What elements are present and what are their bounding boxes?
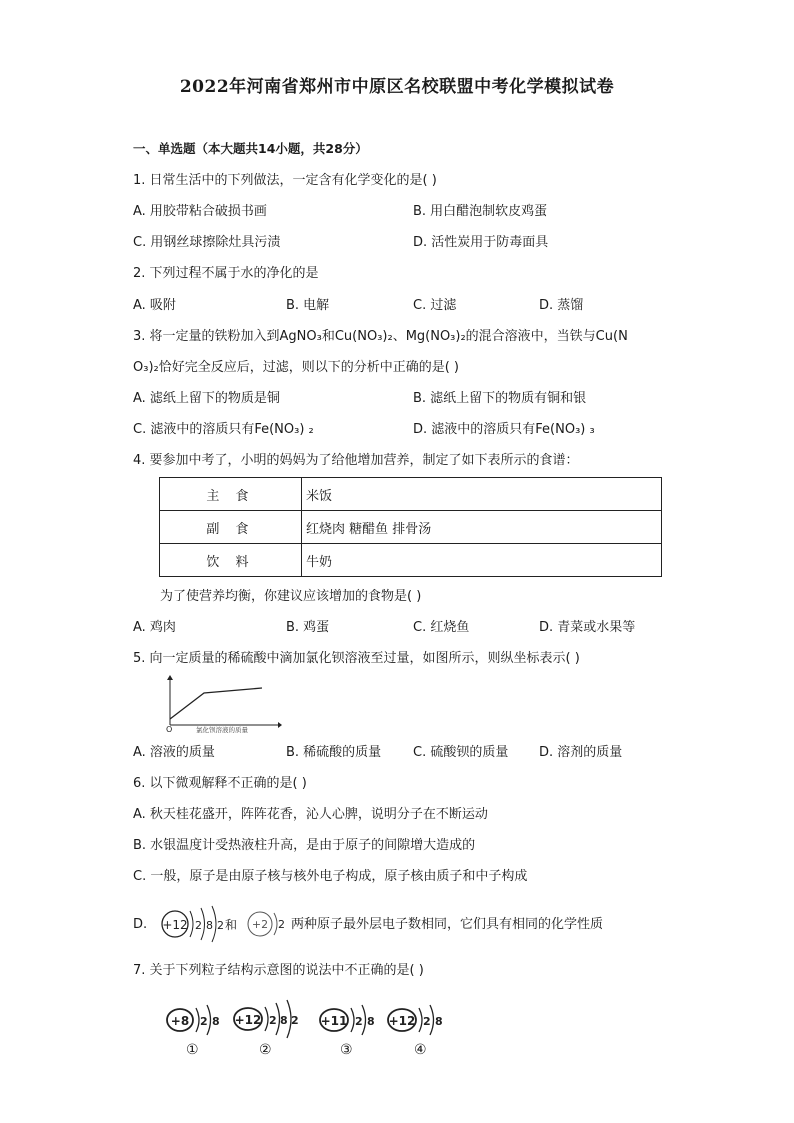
shell-electrons: 8 <box>435 1015 443 1028</box>
shell-arc <box>419 1008 422 1032</box>
nucleus-charge: +12 <box>388 1014 416 1028</box>
q4-option-a: A. 鸡肉 <box>133 620 176 635</box>
particle-label-4: ④ <box>414 1042 427 1058</box>
shell-electrons: 8 <box>212 1015 220 1028</box>
particle-diagram-3 <box>318 1000 378 1040</box>
shell-arc <box>265 1007 268 1031</box>
q6-option-c: C. 一般，原子是由原子核与核外电子构成，原子核由质子和中子构成 <box>133 869 528 884</box>
shell-electrons: 2 <box>291 1014 299 1027</box>
table-cell-category: 饮 料 <box>160 544 302 577</box>
shell-electrons: 2 <box>355 1015 363 1028</box>
q6-stem: 6. 以下微观解释不正确的是( ) <box>133 776 307 791</box>
shell-electrons: 8 <box>367 1015 375 1028</box>
nucleus-charge: +8 <box>170 1014 190 1028</box>
q6-option-a: A. 秋天桂花盛开，阵阵花香，沁人心脾，说明分子在不断运动 <box>133 807 488 822</box>
q6-option-b: B. 水银温度计受热液柱升高，是由于原子的间隙增大造成的 <box>133 838 476 853</box>
q3-option-b: B. 滤纸上留下的物质有铜和银 <box>413 391 587 406</box>
section-heading: 一、单选题（本大题共14小题，共28分） <box>133 141 368 156</box>
q1-option-c: C. 用钢丝球擦除灶具污渍 <box>133 235 281 250</box>
q5-stem: 5. 向一定质量的稀硫酸中滴加氯化钡溶液至过量，如图所示，则纵坐标表示( ) <box>133 651 580 666</box>
q4-option-d: D. 青菜或水果等 <box>539 620 636 635</box>
q3-option-a: A. 滤纸上留下的物质是铜 <box>133 391 280 406</box>
table-cell-category: 副 食 <box>160 511 302 544</box>
shell-electrons: 2 <box>269 1014 277 1027</box>
menu-table <box>159 477 662 577</box>
shell-arc <box>274 913 277 935</box>
q5-graph <box>160 675 282 733</box>
graph-x-arrow <box>278 722 282 728</box>
particle-label-3: ③ <box>340 1042 353 1058</box>
q3-option-d: D. 滤液中的溶质只有Fe(NO₃) ₃ <box>413 422 595 437</box>
q5-option-b: B. 稀硫酸的质量 <box>286 745 382 760</box>
q2-option-c: C. 过滤 <box>413 298 457 313</box>
nucleus-charge: +2 <box>251 918 269 931</box>
q7-stem: 7. 关于下列粒子结构示意图的说法中不正确的是( ) <box>133 963 424 978</box>
graph-x-label: 氯化钡溶液的质量 <box>196 726 248 733</box>
table-cell-food: 米饭 <box>302 478 662 511</box>
table-row <box>160 511 662 544</box>
page-title: 2022年河南省郑州市中原区名校联盟中考化学模拟试卷 <box>179 77 615 97</box>
shell-electrons: 2 <box>200 1015 208 1028</box>
particle-diagram-2 <box>232 998 302 1040</box>
shell-electrons: 2 <box>195 919 202 932</box>
particle-label-1: ① <box>186 1042 199 1058</box>
atom-diagram-he <box>244 908 288 940</box>
q5-option-c: C. 硫酸钡的质量 <box>413 745 509 760</box>
q4-option-b: B. 鸡蛋 <box>286 620 330 635</box>
table-cell-food: 红烧肉 糖醋鱼 排骨汤 <box>302 511 662 544</box>
shell-electrons: 8 <box>280 1014 288 1027</box>
shell-arc <box>351 1008 354 1032</box>
shell-electrons: 8 <box>206 919 213 932</box>
table-cell-category: 主 食 <box>160 478 302 511</box>
q2-option-b: B. 电解 <box>286 298 330 313</box>
q6-and: 和 <box>225 918 238 932</box>
q6-option-d-label: D. <box>133 917 148 932</box>
q6-option-d-text: 两种原子最外层电子数相同，它们具有相同的化学性质 <box>291 917 604 932</box>
nucleus-charge: +11 <box>320 1014 348 1028</box>
q5-option-a: A. 溶液的质量 <box>133 745 215 760</box>
table-row <box>160 544 662 577</box>
table-row <box>160 478 662 511</box>
table-cell-food: 牛奶 <box>302 544 662 577</box>
q1-option-d: D. 活性炭用于防毒面具 <box>413 235 549 250</box>
q2-option-d: D. 蒸馏 <box>539 298 584 313</box>
q4-followup: 为了使营养均衡，你建议应该增加的食物是( ) <box>160 589 422 604</box>
q5-option-d: D. 溶剂的质量 <box>539 745 623 760</box>
particle-diagram-4 <box>386 1000 448 1040</box>
shell-electrons: 2 <box>278 918 285 931</box>
q1-option-a: A. 用胶带粘合破损书画 <box>133 204 267 219</box>
shell-electrons: 2 <box>423 1015 431 1028</box>
q1-stem: 1. 日常生活中的下列做法，一定含有化学变化的是( ) <box>133 173 437 188</box>
q3-stem-line2: O₃)₂恰好完全反应后，过滤，则以下的分析中正确的是( ) <box>133 360 460 375</box>
shell-arc <box>196 1008 199 1032</box>
q3-stem-line1: 3. 将一定量的铁粉加入到AgNO₃和Cu(NO₃)₂、Mg(NO₃)₂的混合溶液中，当铁与Cu(N <box>133 329 628 344</box>
nucleus-charge: +12 <box>162 918 188 932</box>
q4-stem: 4. 要参加中考了，小明的妈妈为了给他增加营养，制定了如下表所示的食谱： <box>133 453 579 468</box>
nucleus-charge: +12 <box>234 1013 262 1027</box>
graph-origin-label: O <box>166 725 173 733</box>
q1-option-b: B. 用白醋泡制软皮鸡蛋 <box>413 204 548 219</box>
graph-y-arrow <box>167 675 173 680</box>
graph-curve <box>170 688 262 719</box>
q4-option-c: C. 红烧鱼 <box>413 620 470 635</box>
atom-diagram-mg <box>158 905 226 943</box>
q2-option-a: A. 吸附 <box>133 298 176 313</box>
particle-diagram-1 <box>164 1000 224 1040</box>
q2-stem: 2. 下列过程不属于水的净化的是 <box>133 266 319 281</box>
shell-electrons: 2 <box>217 919 224 932</box>
q3-option-c: C. 滤液中的溶质只有Fe(NO₃) ₂ <box>133 422 314 437</box>
particle-label-2: ② <box>259 1042 272 1058</box>
shell-arc <box>190 911 193 937</box>
